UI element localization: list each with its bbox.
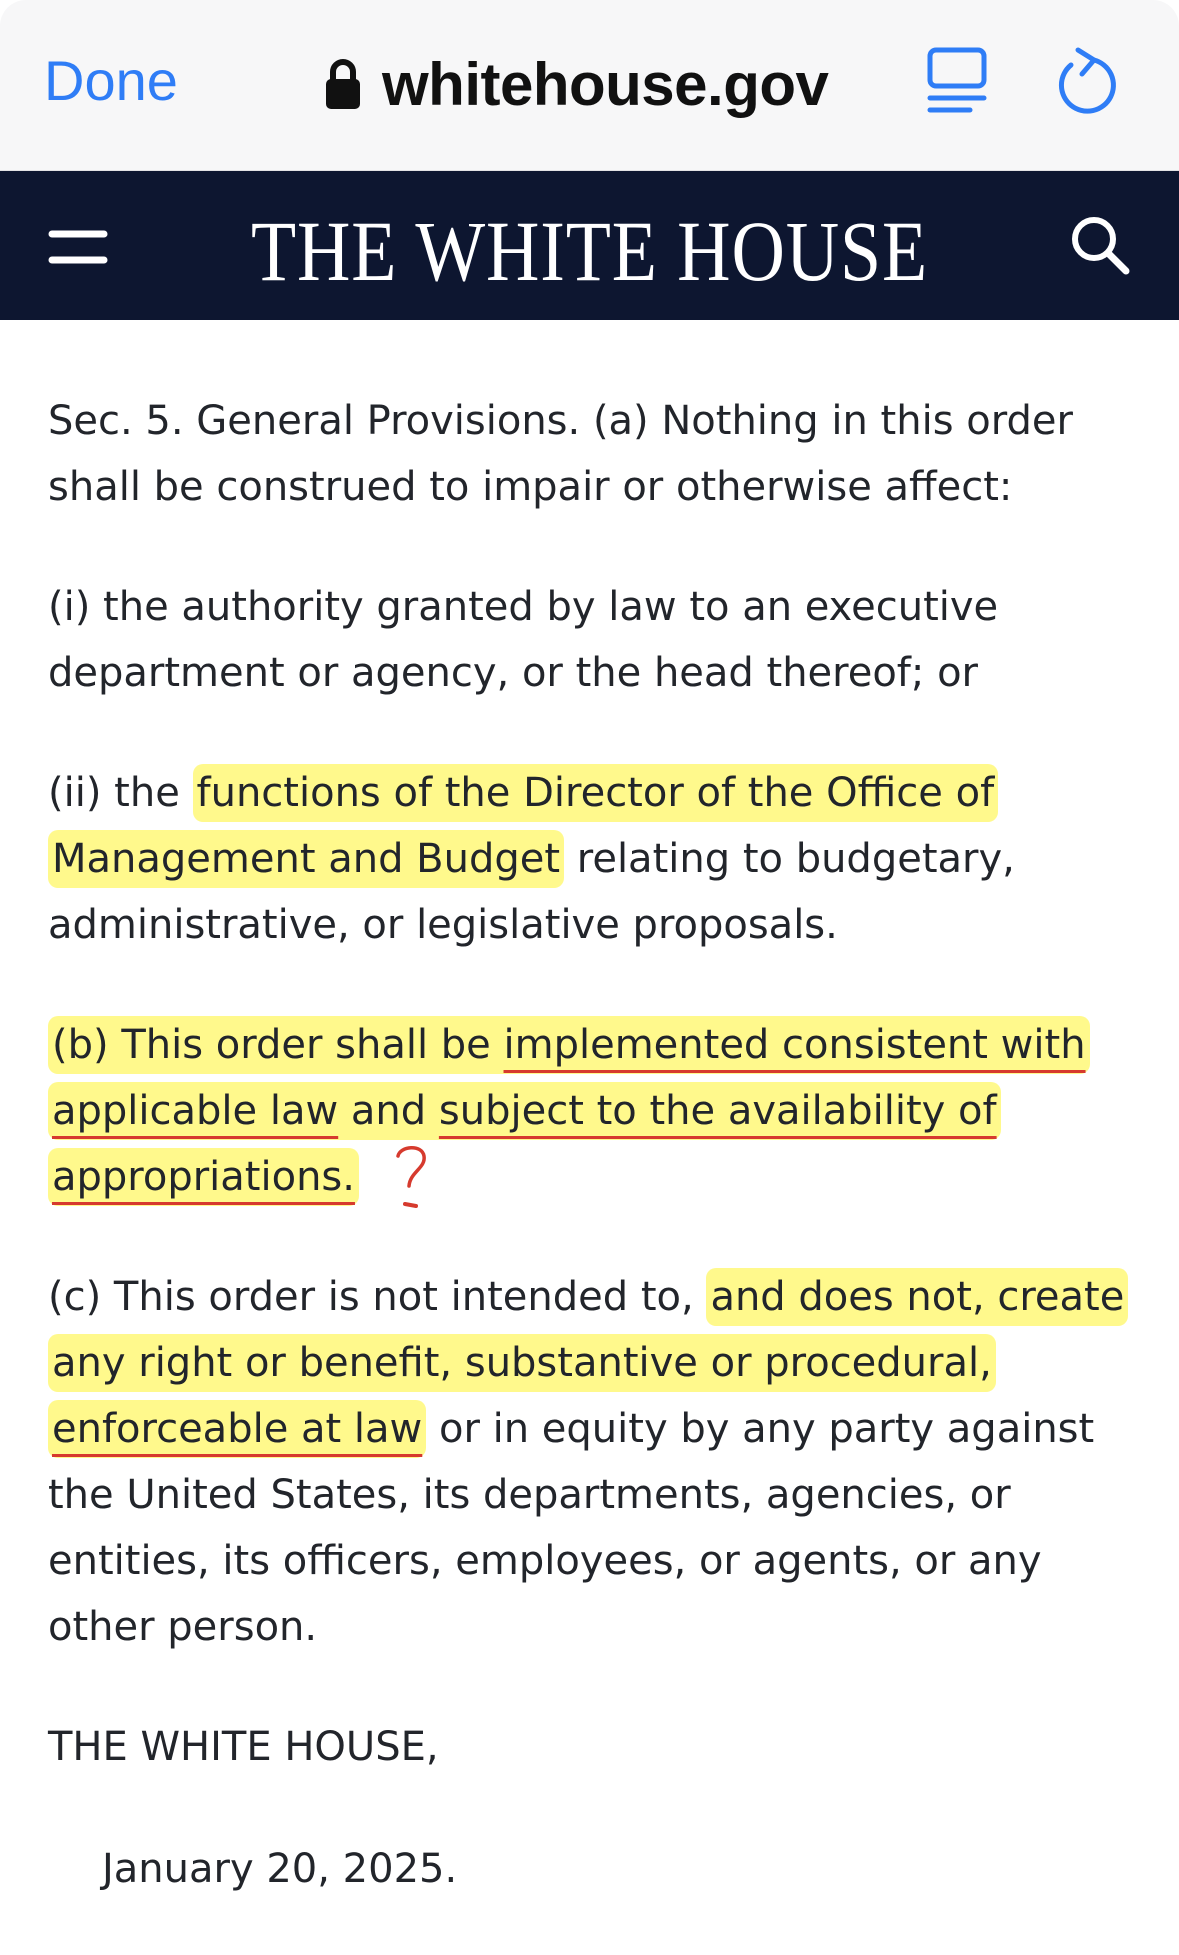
question-mark-annotation [392, 1142, 432, 1224]
url-text: whitehouse.gov [382, 50, 829, 118]
text-line: (i) the authority granted by law to an executive [48, 584, 999, 630]
text-segment: or in equity by any party against [426, 1406, 1095, 1452]
text-segment: and [338, 1088, 439, 1134]
highlighted-text: Management and Budget [48, 830, 564, 888]
highlighted-text: functions of the Director of the Office of [193, 764, 999, 822]
provision-ii [48, 760, 1148, 958]
highlighted-text [48, 1082, 1001, 1140]
highlighted-text: any right or benefit, substantive or procedural, [48, 1334, 996, 1392]
text-line [48, 1144, 1148, 1210]
done-button[interactable]: Done [44, 49, 178, 112]
signature-line: THE WHITE HOUSE, [48, 1724, 439, 1770]
text-line [48, 1396, 1148, 1462]
date-line: January 20, 2025. [102, 1846, 458, 1892]
text-segment: (b) This order shall be [52, 1022, 504, 1068]
reader-mode-icon[interactable] [926, 46, 988, 116]
document-body [48, 388, 1148, 1955]
text-segment: (c) This order is not intended to, [48, 1274, 707, 1320]
text-line: entities, its officers, employees, or agents, or any [48, 1538, 1042, 1584]
text-segment: (ii) the [48, 770, 193, 816]
provision-i [48, 574, 1148, 706]
text-line [48, 1330, 1148, 1396]
section-5-intro [48, 388, 1148, 520]
site-header [0, 171, 1179, 320]
search-icon[interactable] [1068, 213, 1132, 277]
text-line: shall be construed to impair or otherwise affect: [48, 464, 1013, 510]
text-line [48, 826, 1148, 892]
text-line: administrative, or legislative proposals. [48, 902, 838, 948]
underlined-text: appropriations. [48, 1148, 359, 1206]
reload-icon[interactable] [1054, 44, 1118, 118]
address-bar[interactable] [324, 44, 828, 124]
text-line [48, 1012, 1148, 1078]
text-line: the United States, its departments, agencies, or [48, 1472, 1011, 1518]
text-line: Sec. 5. General Provisions. (a) Nothing in this order [48, 398, 1073, 444]
browser-toolbar [0, 0, 1179, 171]
underlined-text: applicable law [52, 1088, 339, 1134]
underlined-text: subject to the availability of [438, 1088, 997, 1134]
lock-icon [324, 58, 362, 110]
provision-c [48, 1264, 1148, 1660]
highlighted-text [48, 1016, 1090, 1074]
text-segment: relating to budgetary, [564, 836, 1015, 882]
text-line [48, 1264, 1148, 1330]
text-line [48, 1078, 1148, 1144]
underlined-text: enforceable at law [48, 1400, 426, 1458]
text-line: other person. [48, 1604, 318, 1650]
provision-b [48, 1012, 1148, 1210]
text-line [48, 760, 1148, 826]
site-title[interactable]: THE WHITE HOUSE [250, 203, 929, 299]
highlighted-text: and does not, create [706, 1268, 1128, 1326]
text-line: department or agency, or the head thereof; or [48, 650, 978, 696]
underlined-text: implemented consistent with [503, 1022, 1086, 1068]
